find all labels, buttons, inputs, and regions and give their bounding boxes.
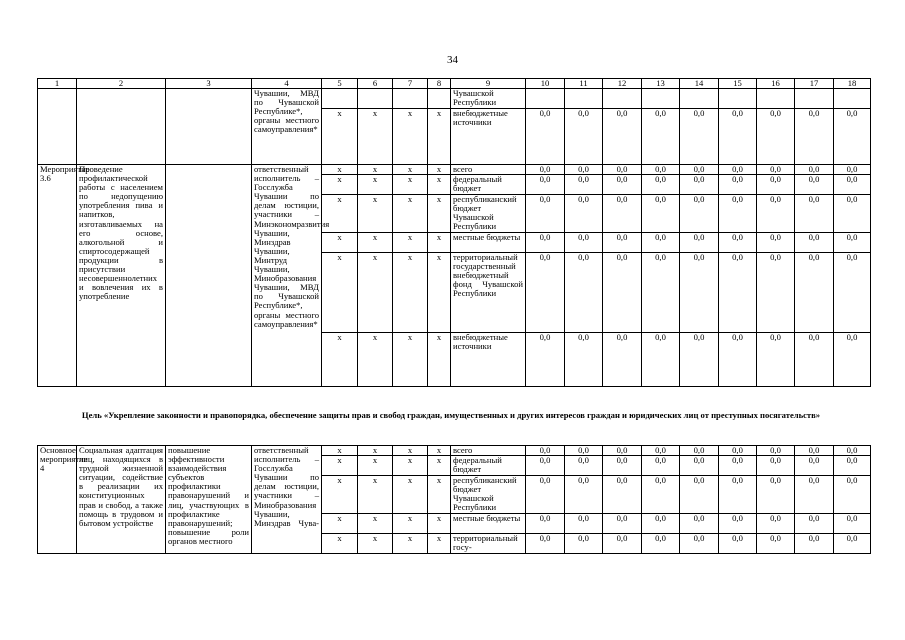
value-cell: 0,0	[642, 233, 680, 253]
value-cell: 0,0	[565, 195, 603, 233]
value-cell: 0,0	[834, 175, 871, 195]
value-cell: 0,0	[834, 253, 871, 333]
x-mark-cell: x	[358, 175, 393, 195]
value-cell: 0,0	[757, 195, 795, 233]
program-table-part-2	[37, 445, 871, 554]
value-cell: 0,0	[642, 476, 680, 514]
x-mark-cell: x	[358, 233, 393, 253]
page-number: 34	[447, 54, 458, 66]
value-cell: 0,0	[565, 165, 603, 175]
value-cell: 0,0	[719, 476, 757, 514]
x-mark-cell: x	[428, 333, 451, 387]
value-cell: 0,0	[642, 514, 680, 534]
value-cell: 0,0	[719, 165, 757, 175]
header-row	[38, 79, 871, 89]
cell-empty	[77, 89, 166, 165]
header-cell: 16	[757, 79, 795, 89]
header-cell: 14	[680, 79, 719, 89]
x-mark-cell: x	[393, 534, 428, 554]
value-cell: 0,0	[719, 514, 757, 534]
x-mark-cell: x	[428, 109, 451, 165]
table-row	[38, 446, 871, 456]
value-cell: 0,0	[603, 534, 642, 554]
value-cell: 0,0	[680, 109, 719, 165]
table-row	[38, 89, 871, 109]
value-cell: 0,0	[795, 333, 834, 387]
x-mark-cell: x	[393, 233, 428, 253]
header-cell: 8	[428, 79, 451, 89]
value-cell: 0,0	[680, 333, 719, 387]
value-cell: 0,0	[757, 476, 795, 514]
value-cell: 0,0	[526, 253, 565, 333]
value-cell: 0,0	[642, 175, 680, 195]
x-mark-cell: x	[322, 165, 358, 175]
value-cell: 0,0	[642, 165, 680, 175]
value-cell: 0,0	[603, 109, 642, 165]
value-cell: 0,0	[719, 175, 757, 195]
x-mark-cell: x	[358, 456, 393, 476]
x-mark-cell: x	[322, 233, 358, 253]
source-cell: республиканский бюджет Чувашской Республики	[451, 195, 526, 233]
source-cell: местные бюджеты	[451, 514, 526, 534]
x-mark-cell: x	[393, 446, 428, 456]
header-cell: 7	[393, 79, 428, 89]
value-cell: 0,0	[719, 446, 757, 456]
value-cell: 0,0	[565, 514, 603, 534]
value-cell: 0,0	[565, 233, 603, 253]
value-cell: 0,0	[719, 534, 757, 554]
source-cell: Чувашской Республики	[451, 89, 526, 109]
value-cell: 0,0	[603, 195, 642, 233]
x-mark-cell: x	[322, 514, 358, 534]
value-cell: 0,0	[795, 456, 834, 476]
header-cell: 10	[526, 79, 565, 89]
value-cell: 0,0	[603, 476, 642, 514]
value-cell: 0,0	[680, 175, 719, 195]
value-cell: 0,0	[680, 446, 719, 456]
value-cell: 0,0	[719, 109, 757, 165]
value-cell: 0,0	[526, 109, 565, 165]
source-cell: внебюджетные источники	[451, 109, 526, 165]
value-cell: 0,0	[603, 514, 642, 534]
source-cell: внебюджетные источники	[451, 333, 526, 387]
value-cell: 0,0	[526, 195, 565, 233]
x-mark-cell: x	[428, 514, 451, 534]
header-cell: 13	[642, 79, 680, 89]
x-mark-cell: x	[393, 333, 428, 387]
value-cell: 0,0	[642, 456, 680, 476]
value-cell: 0,0	[757, 333, 795, 387]
value-cell: 0,0	[680, 233, 719, 253]
value-cell: 0,0	[834, 514, 871, 534]
x-mark-cell: x	[393, 175, 428, 195]
value-cell: 0,0	[757, 175, 795, 195]
value-cell: 0,0	[526, 233, 565, 253]
value-cell: 0,0	[565, 476, 603, 514]
value-cell: 0,0	[795, 514, 834, 534]
value-cell: 0,0	[603, 233, 642, 253]
value-cell: 0,0	[603, 456, 642, 476]
main-measure-executors: ответственный исполнитель – Госслужба Чувашии по делам юстиции, участники – Минобразования Чувашии, Минздрав Чува-	[252, 446, 322, 554]
x-mark-cell: x	[322, 534, 358, 554]
value-cell: 0,0	[680, 514, 719, 534]
x-mark-cell: x	[358, 333, 393, 387]
x-mark-cell: x	[428, 534, 451, 554]
value-cell: 0,0	[603, 175, 642, 195]
cell-empty	[166, 165, 252, 387]
x-mark-cell: x	[428, 195, 451, 233]
source-cell: местные бюджеты	[451, 233, 526, 253]
value-cell: 0,0	[795, 534, 834, 554]
value-cell: 0,0	[834, 165, 871, 175]
value-cell: 0,0	[642, 109, 680, 165]
value-cell: 0,0	[757, 446, 795, 456]
value-cell: 0,0	[757, 253, 795, 333]
value-cell: 0,0	[719, 456, 757, 476]
header-cell: 17	[795, 79, 834, 89]
source-cell: федеральный бюджет	[451, 456, 526, 476]
value-cell: 0,0	[642, 333, 680, 387]
value-cell: 0,0	[795, 233, 834, 253]
source-cell: территориальный госу-	[451, 534, 526, 554]
x-mark-cell: x	[322, 476, 358, 514]
x-mark-cell: x	[393, 456, 428, 476]
source-cell: всего	[451, 446, 526, 456]
x-mark-cell: x	[393, 514, 428, 534]
source-cell: территориальный государственный внебюджетный фонд Чувашской Республики	[451, 253, 526, 333]
header-cell: 2	[77, 79, 166, 89]
value-cell: 0,0	[757, 534, 795, 554]
value-cell: 0,0	[603, 253, 642, 333]
header-cell: 6	[358, 79, 393, 89]
value-cell: 0,0	[565, 175, 603, 195]
value-cell: 0,0	[795, 175, 834, 195]
cell-empty	[38, 89, 77, 165]
value-cell: 0,0	[834, 233, 871, 253]
x-mark-cell: x	[358, 195, 393, 233]
value-cell: 0,0	[719, 233, 757, 253]
value-cell: 0,0	[680, 534, 719, 554]
value-cell: 0,0	[795, 165, 834, 175]
value-cell: 0,0	[526, 175, 565, 195]
x-mark-cell: x	[322, 253, 358, 333]
x-mark-cell: x	[358, 446, 393, 456]
value-cell: 0,0	[565, 333, 603, 387]
value-cell: 0,0	[795, 476, 834, 514]
value-cell: 0,0	[565, 456, 603, 476]
x-mark-cell: x	[322, 175, 358, 195]
value-cell: 0,0	[680, 456, 719, 476]
value-cell: 0,0	[757, 514, 795, 534]
x-mark-cell: x	[428, 446, 451, 456]
value-cell: 0,0	[680, 165, 719, 175]
program-table-part-1	[37, 78, 871, 387]
value-cell: 0,0	[526, 446, 565, 456]
value-cell: 0,0	[526, 165, 565, 175]
value-cell: 0,0	[719, 253, 757, 333]
value-cell: 0,0	[642, 253, 680, 333]
value-cell: 0,0	[834, 534, 871, 554]
value-cell: 0,0	[757, 109, 795, 165]
header-cell: 9	[451, 79, 526, 89]
value-cell: 0,0	[680, 253, 719, 333]
value-cell: 0,0	[834, 333, 871, 387]
header-cell: 3	[166, 79, 252, 89]
cell-empty	[166, 89, 252, 165]
x-mark-cell: x	[393, 253, 428, 333]
value-cell: 0,0	[834, 195, 871, 233]
header-cell: 18	[834, 79, 871, 89]
x-mark-cell: x	[322, 446, 358, 456]
measure-description: Проведение профилактической работы с населением по недопущению употребления пива и напитков, изготавливаемых на его основе, алкогольной и спиртосодержащей продукции в присутствии несовершеннолетних и вовлечения их в употребление	[77, 165, 166, 387]
header-cell: 15	[719, 79, 757, 89]
value-cell: 0,0	[565, 446, 603, 456]
x-mark-cell: x	[358, 476, 393, 514]
value-cell: 0,0	[680, 195, 719, 233]
value-cell: 0,0	[526, 534, 565, 554]
header-cell: 12	[603, 79, 642, 89]
value-cell: 0,0	[603, 446, 642, 456]
value-cell: 0,0	[795, 253, 834, 333]
x-mark-cell: x	[358, 514, 393, 534]
value-cell: 0,0	[603, 165, 642, 175]
source-cell: республиканский бюджет Чувашской Республики	[451, 476, 526, 514]
value-cell: 0,0	[795, 446, 834, 456]
value-cell: 0,0	[565, 253, 603, 333]
executors-cell: Чувашии, МВД по Чувашской Республике*, органы местного самоуправления*	[252, 89, 322, 165]
value-cell: 0,0	[642, 534, 680, 554]
value-cell: 0,0	[757, 165, 795, 175]
x-mark-cell: x	[358, 253, 393, 333]
x-mark-cell: x	[428, 175, 451, 195]
table-row	[38, 165, 871, 175]
header-cell: 1	[38, 79, 77, 89]
main-measure-description: Социальная адаптация лиц, находящихся в трудной жизненной ситуации, содействие в реализации их конституционных прав и свобод, а также помощь в трудовом и бытовом устройстве	[77, 446, 166, 554]
x-mark-cell: x	[428, 165, 451, 175]
value-cell: 0,0	[565, 109, 603, 165]
x-mark-cell: x	[393, 165, 428, 175]
main-measure-label: Основное мероприятие 4	[38, 446, 77, 554]
x-mark-cell: x	[322, 195, 358, 233]
header-cell: 4	[252, 79, 322, 89]
value-cell: 0,0	[526, 514, 565, 534]
value-cell: 0,0	[565, 534, 603, 554]
value-cell: 0,0	[757, 233, 795, 253]
x-mark-cell: x	[322, 333, 358, 387]
x-mark-cell: x	[393, 195, 428, 233]
value-cell: 0,0	[795, 109, 834, 165]
value-cell: 0,0	[834, 109, 871, 165]
x-mark-cell: x	[428, 253, 451, 333]
measure-executors: ответственный исполнитель – Госслужба Чувашии по делам юстиции, участники – Минэкономразвития Чувашии, Минздрав Чувашии, Минтруд Чувашии, Минобразования Чувашии, МВД по Чувашской Республике*, органы местного самоуправления*	[252, 165, 322, 387]
x-mark-cell: x	[393, 109, 428, 165]
value-cell: 0,0	[526, 333, 565, 387]
measure-label: Мероприятие 3.6	[38, 165, 77, 387]
x-mark-cell: x	[393, 476, 428, 514]
value-cell: 0,0	[719, 333, 757, 387]
x-mark-cell: x	[428, 476, 451, 514]
value-cell: 0,0	[795, 195, 834, 233]
x-mark-cell: x	[358, 109, 393, 165]
source-cell: всего	[451, 165, 526, 175]
value-cell: 0,0	[526, 476, 565, 514]
value-cell: 0,0	[526, 456, 565, 476]
value-cell: 0,0	[642, 195, 680, 233]
x-mark-cell: x	[428, 456, 451, 476]
x-mark-cell: x	[428, 233, 451, 253]
value-cell: 0,0	[757, 456, 795, 476]
value-cell: 0,0	[603, 333, 642, 387]
value-cell: 0,0	[834, 456, 871, 476]
x-mark-cell: x	[322, 109, 358, 165]
expected-results: повышение эффективности взаимодействия субъектов профилактики правонарушений и лиц, участвующих в профилактике правонарушений; повышение роли органов местного	[166, 446, 252, 554]
source-cell: федеральный бюджет	[451, 175, 526, 195]
value-cell: 0,0	[834, 446, 871, 456]
value-cell: 0,0	[680, 476, 719, 514]
x-mark-cell: x	[358, 534, 393, 554]
goal-heading: Цель «Укрепление законности и правопорядка, обеспечение защиты прав и свобод граждан, имущественных и других интересов граждан и юридических лиц от преступных посягательств»	[81, 410, 821, 420]
value-cell: 0,0	[642, 446, 680, 456]
header-cell: 11	[565, 79, 603, 89]
value-cell: 0,0	[834, 476, 871, 514]
value-cell: 0,0	[719, 195, 757, 233]
x-mark-cell: x	[358, 165, 393, 175]
x-mark-cell: x	[322, 456, 358, 476]
header-cell: 5	[322, 79, 358, 89]
